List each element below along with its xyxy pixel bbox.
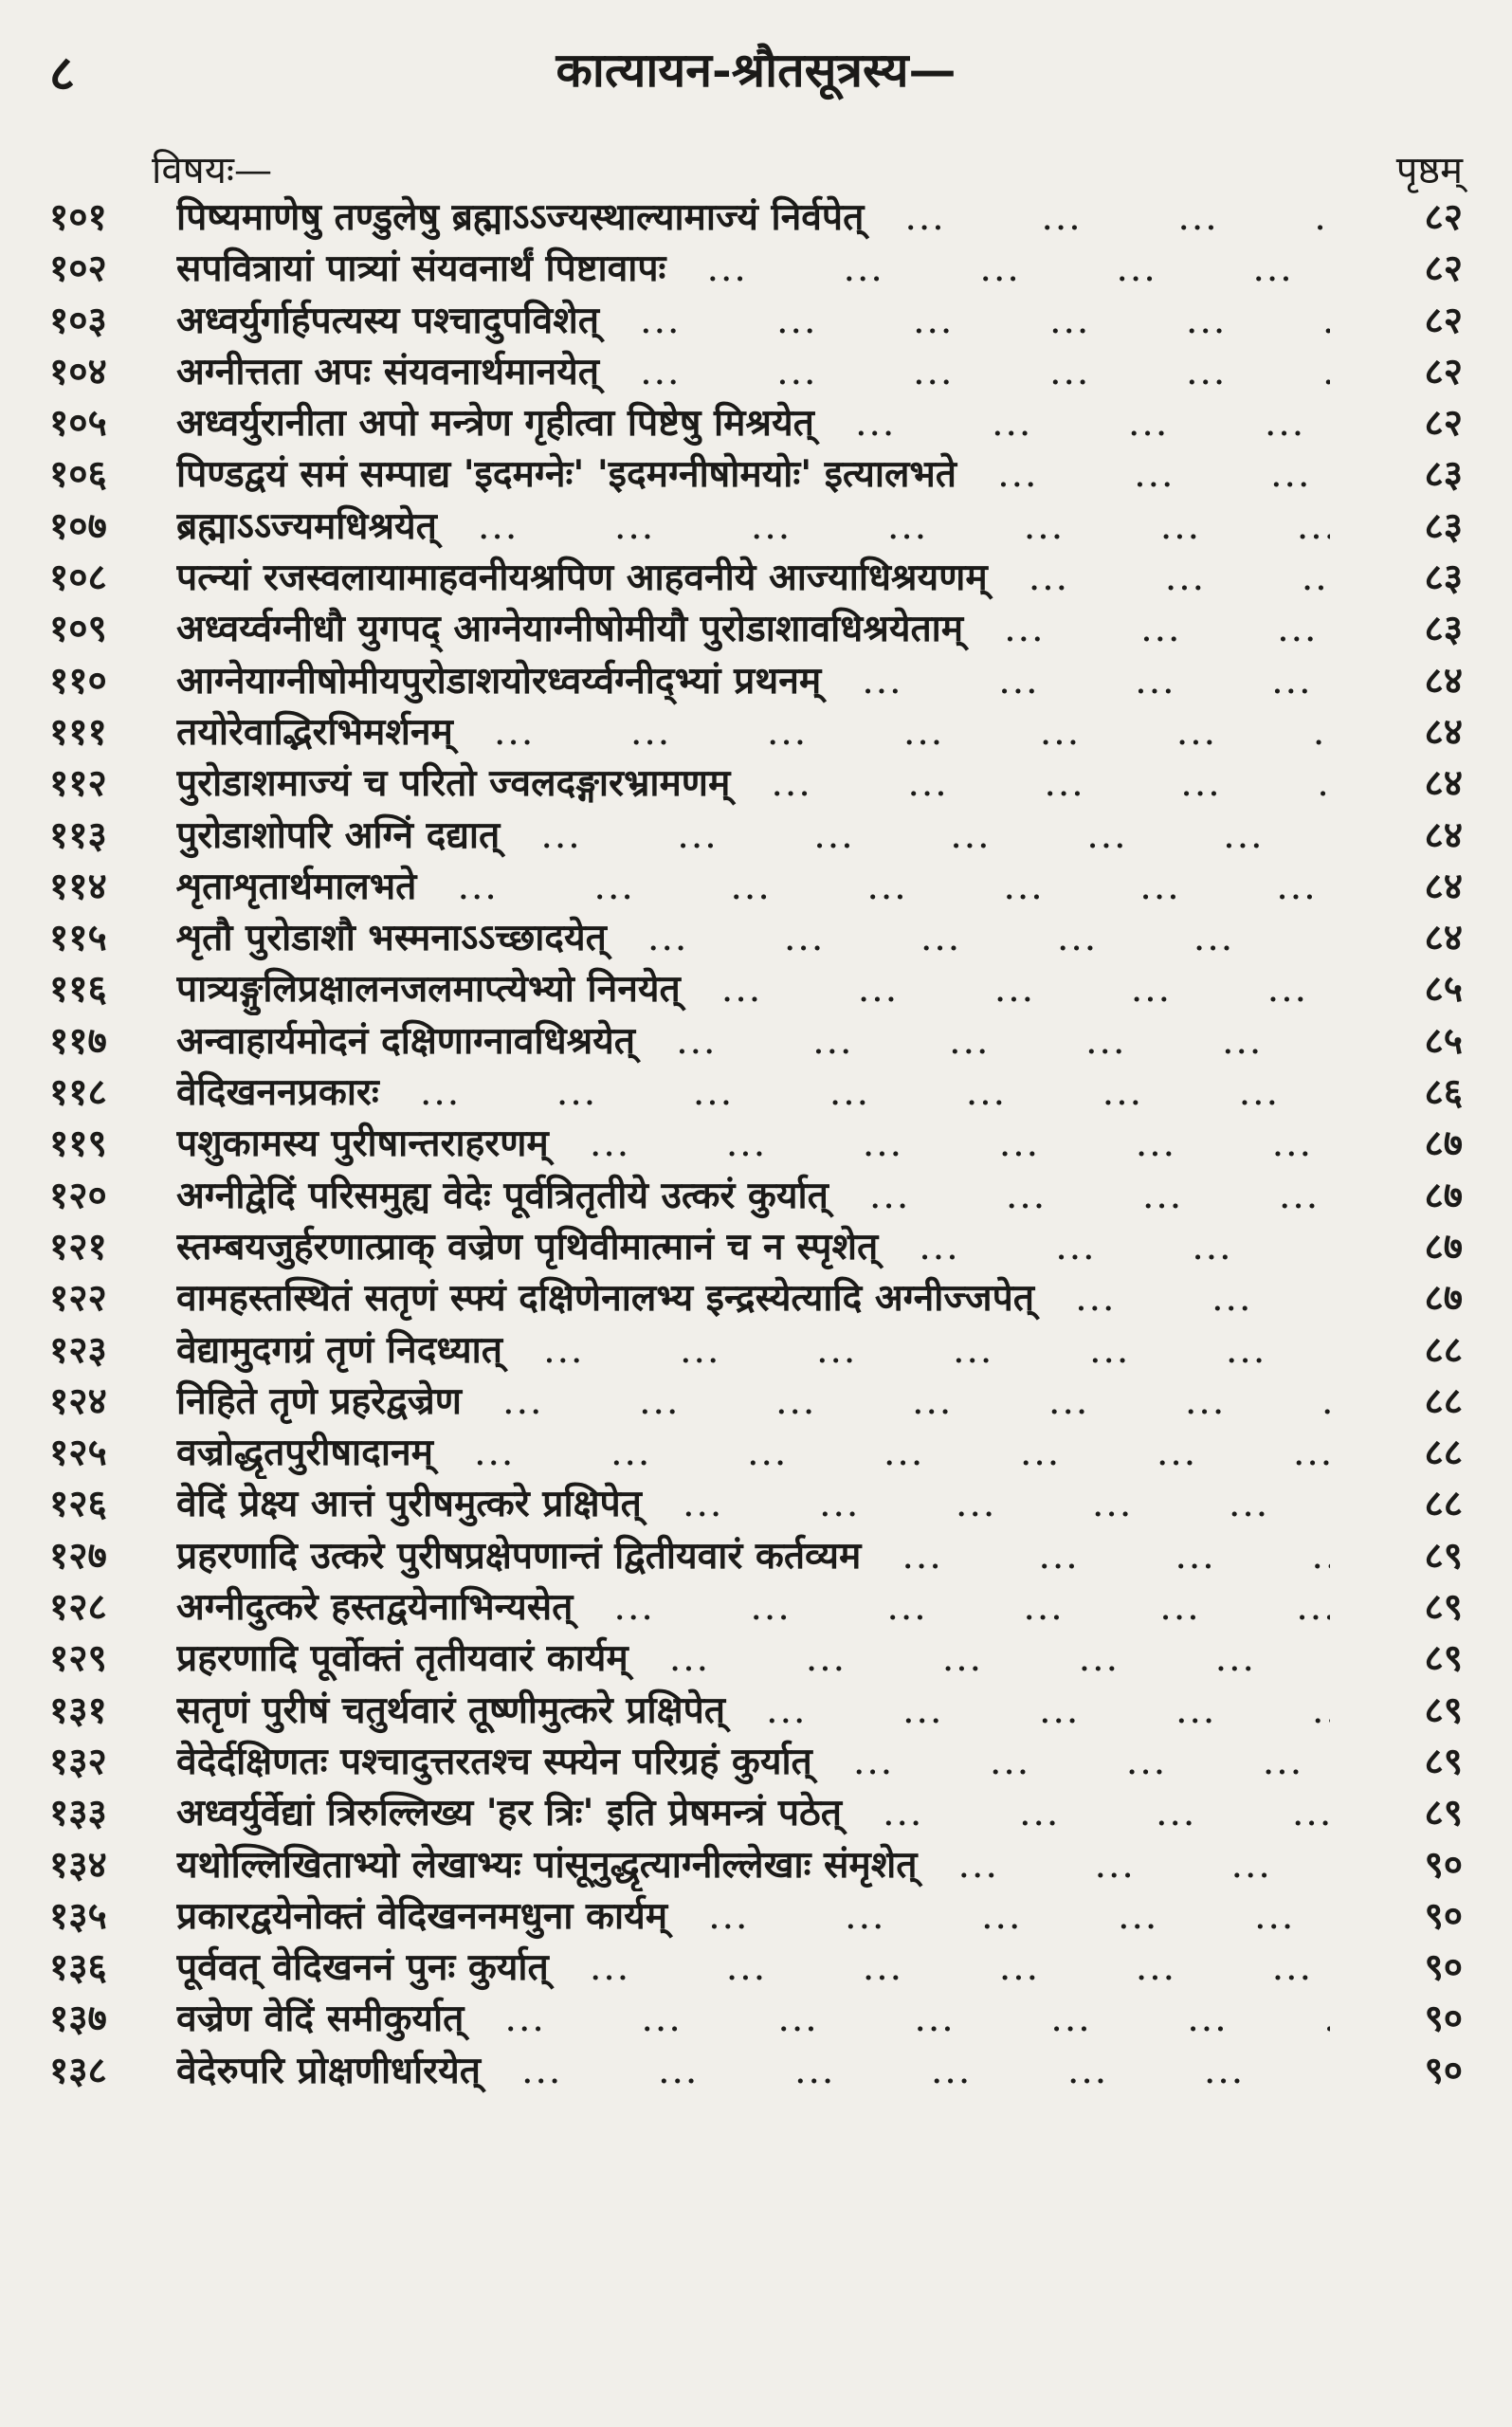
entry-page: ८७	[1424, 1276, 1463, 1321]
list-item	[49, 1942, 1463, 1993]
entry-number: १११	[49, 709, 107, 754]
entry-number: ११०	[49, 658, 107, 703]
entry-page: ८३	[1424, 503, 1463, 548]
list-item	[49, 1478, 1463, 1529]
entry-page: ८३	[1424, 556, 1463, 600]
entry-topic: प्रहरणादि उत्करे पुरीषप्रक्षेपणान्तं द्वितीयवारं कर्तव्यम ...	[176, 1530, 1330, 1582]
page-number: ८	[49, 45, 76, 102]
entry-topic: अध्वर्युर्गार्हपत्यस्य पश्चादुपविशेत् ...	[176, 295, 1330, 347]
entry-number: १२३	[49, 1327, 107, 1372]
entry-topic: शृतौ पुरोडाशौ भस्मनाऽऽच्छादयेत् ...	[176, 912, 1330, 964]
entry-number: ११९	[49, 1122, 107, 1166]
entry-page: ८३	[1424, 607, 1463, 651]
entry-page: ९०	[1424, 1842, 1463, 1887]
entry-number: १३१	[49, 1688, 107, 1732]
list-item	[49, 1427, 1463, 1478]
list-item	[49, 243, 1463, 294]
list-item	[49, 1890, 1463, 1942]
entry-page: ८९	[1424, 1791, 1463, 1835]
entry-topic: पात्र्यङ्गुलिप्रक्षालनजलमाप्त्येभ्यो निनयेत् ...	[176, 963, 1330, 1015]
list-item	[49, 1118, 1463, 1169]
entry-topic: यथोल्लिखिताभ्यो लेखाभ्यः पांसूनुद्धृत्याग्नील्लेखाः संमृशेत् ...	[176, 1839, 1330, 1891]
list-item	[49, 655, 1463, 706]
entry-page: ८४	[1424, 658, 1463, 703]
entry-number: १०६	[49, 452, 107, 497]
entry-number: १२९	[49, 1636, 107, 1681]
entry-page: ८४	[1424, 812, 1463, 857]
entry-number: १२५	[49, 1431, 107, 1475]
entry-number: १३८	[49, 2048, 107, 2092]
list-item	[49, 603, 1463, 654]
list-item	[49, 1376, 1463, 1427]
entry-topic: पिण्डद्वयं समं सम्पाद्य 'इदमग्नेः' 'इदमग्नीषोमयोः' इत्यालभते ...	[176, 448, 1330, 501]
entry-topic: पूर्ववत् वेदिखननं पुनः कुर्यात् ...	[176, 1942, 1330, 1994]
entry-number: १०५	[49, 401, 107, 446]
list-item	[49, 861, 1463, 912]
entry-number: १२२	[49, 1276, 107, 1321]
entry-topic: वज्रोद्धृतपुरीषादानम् ...	[176, 1427, 1330, 1479]
entry-page: ८२	[1424, 349, 1463, 393]
entry-topic: अन्वाहार्यमोदनं दक्षिणाग्नावधिश्रयेत् ...	[176, 1015, 1330, 1068]
entry-topic: शृताशृतार्थमालभते ...	[176, 861, 1330, 913]
entry-topic: वेदेर्दक्षिणतः पश्चादुत्तरतश्च स्फ्येन परिग्रहं कुर्यात् ...	[176, 1736, 1330, 1788]
entry-topic: अग्नीत्तता अपः संयवनार्थमानयेत् ...	[176, 346, 1330, 398]
entry-number: १०१	[49, 195, 107, 239]
entry-number: १०३	[49, 298, 107, 342]
list-item	[49, 397, 1463, 448]
entry-topic: प्रकारद्वयेनोक्तं वेदिखननमधुना कार्यम् ...	[176, 1890, 1330, 1943]
entry-topic: वेदेरुपरि प्रोक्षणीर्धारयेत् ...	[176, 2045, 1330, 2097]
entry-topic: वेदिखननप्रकारः ...	[176, 1067, 1330, 1119]
list-item	[49, 2045, 1463, 2096]
list-item	[49, 1633, 1463, 1684]
page-header	[49, 0, 1463, 142]
list-item	[49, 1324, 1463, 1376]
page-column-label: पृष्ठम्	[1395, 149, 1463, 192]
entry-page: ८२	[1424, 298, 1463, 342]
entry-page: ८५	[1424, 1018, 1463, 1063]
entry-number: ११५	[49, 916, 107, 960]
entry-topic: अग्नीदुत्करे हस्तद्वयेनाभिन्यसेत् ...	[176, 1581, 1330, 1633]
entry-number: १२६	[49, 1482, 107, 1526]
entry-topic: तयोरेवाद्भिरभिमर्शनम् ...	[176, 706, 1330, 758]
entry-number: १३७	[49, 1997, 107, 2041]
entry-number: १२७	[49, 1533, 107, 1578]
entry-page: ८७	[1424, 1122, 1463, 1166]
entry-topic: वज्रेण वेदिं समीकुर्यात् ...	[176, 1993, 1330, 2045]
list-item	[49, 1067, 1463, 1118]
entry-page: ८६	[1424, 1070, 1463, 1115]
entry-topic: ब्रह्माऽऽज्यमधिश्रयेत् ...	[176, 501, 1330, 553]
entry-topic: वेद्यामुदगग्रं तृणं निदध्यात् ...	[176, 1324, 1330, 1377]
entry-topic: अध्वर्युरानीता अपो मन्त्रेण गृहीत्वा पिष्टेषु मिश्रयेत् ...	[176, 397, 1330, 449]
entry-page: ८८	[1424, 1482, 1463, 1526]
entry-page: ८९	[1424, 1739, 1463, 1783]
entry-topic: निहिते तृणे प्रहरेद्वज्रेण ...	[176, 1376, 1330, 1428]
list-item	[49, 1839, 1463, 1890]
entry-number: १३५	[49, 1893, 107, 1938]
entry-page: ८४	[1424, 709, 1463, 754]
entry-page: ८९	[1424, 1688, 1463, 1732]
list-item	[49, 1787, 1463, 1838]
entry-topic: सपवित्रायां पात्र्यां संयवनार्थं पिष्टावापः ...	[176, 243, 1330, 295]
entry-page: ८७	[1424, 1173, 1463, 1217]
entry-number: १२१	[49, 1224, 107, 1268]
entry-number: १०४	[49, 349, 107, 393]
entry-number: १३३	[49, 1791, 107, 1835]
entry-number: ११६	[49, 967, 107, 1012]
entry-page: ८८	[1424, 1378, 1463, 1423]
entry-page: ८८	[1424, 1431, 1463, 1475]
entry-number: १३४	[49, 1842, 107, 1887]
entry-page: ८८	[1424, 1327, 1463, 1372]
entry-number: १३६	[49, 1945, 107, 1990]
entry-number: १२४	[49, 1378, 107, 1423]
entry-number: १२८	[49, 1585, 107, 1630]
list-item	[49, 1221, 1463, 1272]
entry-number: १०८	[49, 556, 107, 600]
list-item	[49, 346, 1463, 397]
entry-page: ९०	[1424, 1893, 1463, 1938]
entry-number: ११८	[49, 1070, 107, 1115]
entry-topic: पत्न्यां रजस्वलायामाहवनीयश्रपिण आहवनीये आज्याधिश्रयणम् ...	[176, 552, 1330, 604]
entry-number: ११७	[49, 1018, 107, 1063]
entry-page: ८५	[1424, 967, 1463, 1012]
entry-topic: पुरोडाशोपरि अग्निं दद्यात् ...	[176, 810, 1330, 862]
entry-page: ८३	[1424, 452, 1463, 497]
entry-number: १३२	[49, 1739, 107, 1783]
list-item	[49, 552, 1463, 603]
entry-page: ८४	[1424, 864, 1463, 908]
list-item	[49, 810, 1463, 861]
list-item	[49, 1993, 1463, 2044]
list-item	[49, 1685, 1463, 1736]
entry-topic: अध्वर्युर्वेद्यां त्रिरुल्लिख्य 'हर त्रिः' इति प्रेषमन्त्रं पठेत् ...	[176, 1787, 1330, 1839]
entry-page: ८९	[1424, 1585, 1463, 1630]
entry-number: ११४	[49, 864, 107, 908]
entry-page: ८७	[1424, 1224, 1463, 1268]
list-item	[49, 192, 1463, 243]
subject-column-label: विषयः—	[152, 149, 272, 192]
entry-topic: प्रहरणादि पूर्वोक्तं तृतीयवारं कार्यम् ...	[176, 1633, 1330, 1685]
list-item	[49, 963, 1463, 1014]
list-item	[49, 1015, 1463, 1067]
entry-page: ९०	[1424, 1945, 1463, 1990]
entry-number: ११२	[49, 761, 107, 806]
entry-topic: पुरोडाशमाज्यं च परितो ज्वलदङ्गारभ्रामणम् ...	[176, 757, 1330, 810]
entry-page: ८४	[1424, 761, 1463, 806]
entry-number: १०७	[49, 503, 107, 548]
entry-page: ८२	[1424, 246, 1463, 291]
entry-page: ८२	[1424, 195, 1463, 239]
entry-topic: वामहस्तस्थितं सतृणं स्फ्यं दक्षिणेनालभ्य इन्द्रस्येत्यादि अग्नीज्जपेत् ...	[176, 1272, 1330, 1324]
entry-page: ९०	[1424, 2048, 1463, 2092]
list-item	[49, 1170, 1463, 1221]
list-item	[49, 1272, 1463, 1323]
running-title: कात्यायन-श्रौतसूत्रस्य—	[556, 42, 956, 98]
entry-topic: आग्नेयाग्नीषोमीयपुरोडाशयोरध्वर्य्वग्नीद्भ्यां प्रथनम् ...	[176, 655, 1330, 707]
entry-topic: पशुकामस्य पुरीषान्तराहरणम् ...	[176, 1118, 1330, 1170]
entry-page: ९०	[1424, 1997, 1463, 2041]
entry-number: १२०	[49, 1173, 107, 1217]
entry-topic: पिष्यमाणेषु तण्डुलेषु ब्रह्माऽऽज्यस्थाल्यामाज्यं निर्वपेत् ...	[176, 192, 1330, 244]
entry-page: ८२	[1424, 401, 1463, 446]
entry-number: १०२	[49, 246, 107, 291]
entry-topic: सतृणं पुरीषं चतुर्थवारं तूष्णीमुत्करे प्रक्षिपेत् ...	[176, 1685, 1330, 1737]
entry-topic: अध्वर्य्वग्नीधौ युगपद् आग्नेयाग्नीषोमीयौ पुरोडाशावधिश्रयेताम् ...	[176, 603, 1330, 655]
entry-topic: स्तम्बयजुर्हरणात्प्राक् वज्रेण पृथिवीमात्मानं च न स्पृशेत् ...	[176, 1221, 1330, 1273]
list-item	[49, 706, 1463, 757]
column-labels	[49, 142, 1463, 192]
list-item	[49, 448, 1463, 500]
entry-number: ११३	[49, 812, 107, 857]
list-item	[49, 501, 1463, 552]
list-item	[49, 295, 1463, 346]
list-item	[49, 912, 1463, 963]
list-item	[49, 757, 1463, 809]
entry-topic: अग्नीद्वेदिं परिसमुह्य वेदेः पूर्वत्रितृतीये उत्करं कुर्यात् ...	[176, 1170, 1330, 1222]
entry-topic: वेदिं प्रेक्ष्य आत्तं पुरीषमुत्करे प्रक्षिपेत् ...	[176, 1478, 1330, 1530]
entry-page: ८९	[1424, 1636, 1463, 1681]
contents-list	[49, 192, 1463, 2096]
entry-page: ८४	[1424, 916, 1463, 960]
list-item	[49, 1530, 1463, 1581]
entry-number: १०९	[49, 607, 107, 651]
list-item	[49, 1581, 1463, 1633]
list-item	[49, 1736, 1463, 1787]
entry-page: ८९	[1424, 1533, 1463, 1578]
